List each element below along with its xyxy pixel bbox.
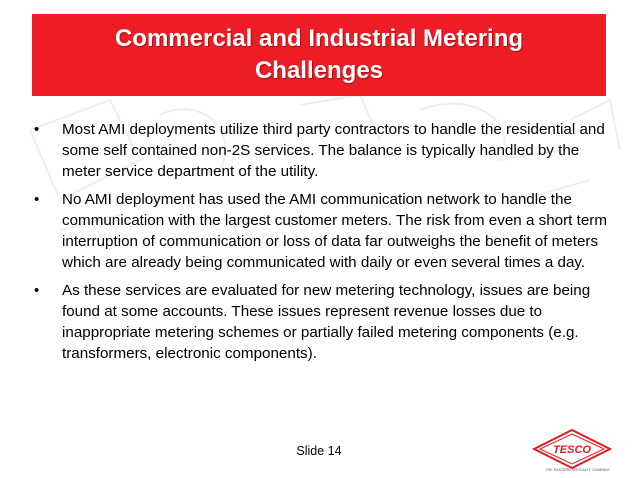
slide-title: Commercial and Industrial Metering Challenges (114, 25, 524, 84)
logo-wordmark: TESCO (553, 444, 591, 456)
logo-tagline: THE EASTERN SPECIALTY COMPANY (545, 468, 610, 472)
title-bar (32, 14, 606, 96)
slide-number: Slide 14 (296, 444, 342, 458)
bullet-item: • Most AMI deployments utilize third party contractors to handle the residential and some self contained non-2S services. The balance is typically handled by the meter service department of the utility. (28, 119, 613, 182)
bullet-item: • As these services are evaluated for new metering technology, issues are being found at some accounts. These issues represent revenue losses due to inappropriate metering schemes or partially failed metering components (e.g. transformers, electronic components). (28, 280, 613, 364)
bullet-list (28, 119, 613, 371)
bullet-item: • No AMI deployment has used the AMI communication network to handle the communication with the largest customer meters. The risk from even a short term interruption of communication or loss of data far outweighs the benefit of meters which are already being communicated with daily or even several times a day. (28, 189, 613, 273)
tesco-logo (530, 428, 614, 472)
